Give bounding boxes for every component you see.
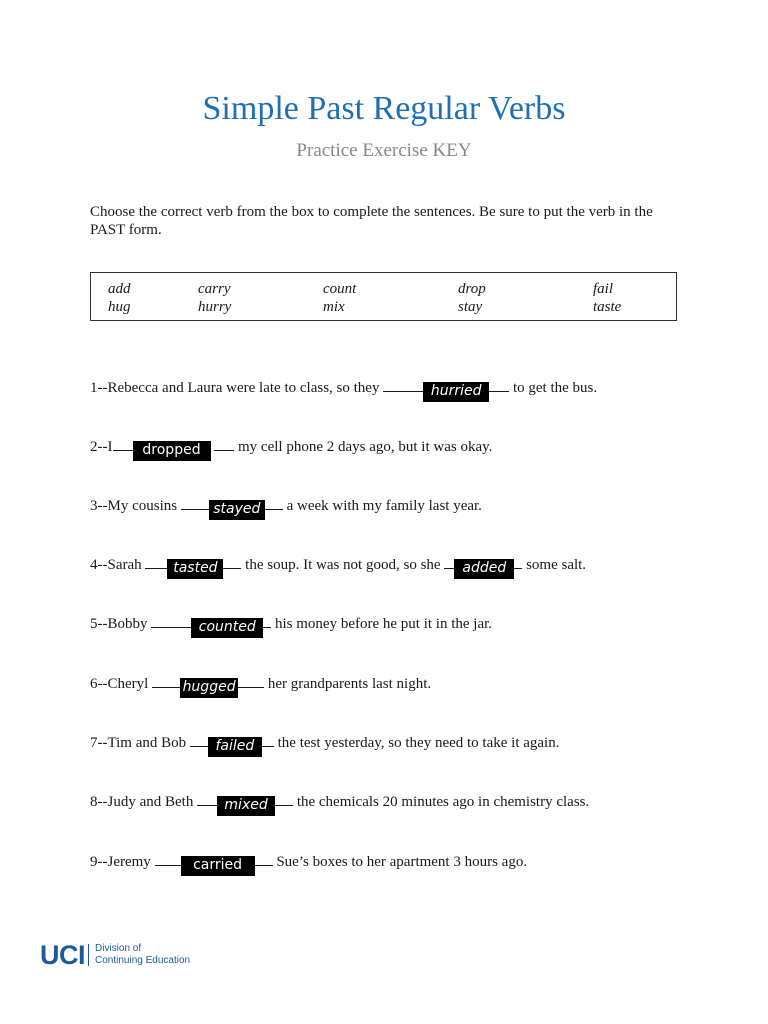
answer-hurried: hurried <box>423 382 489 402</box>
sentence-text: 4--Sarah <box>90 557 142 573</box>
sentence-2 <box>90 435 730 461</box>
word-hug: hug <box>108 299 131 315</box>
answer-stayed: stayed <box>209 500 265 520</box>
answer-tasted: tasted <box>167 559 223 579</box>
uci-logo-text: UCI <box>40 940 85 970</box>
answer-mixed: mixed <box>217 796 275 816</box>
sentence-text: 6--Cheryl <box>90 676 149 692</box>
sentence-text: Sue’s boxes to her apartment 3 hours ago. <box>276 854 528 870</box>
word-drop: drop <box>458 281 486 297</box>
word-box <box>90 272 677 321</box>
word-hurry: hurry <box>198 299 232 315</box>
sentence-text: some salt. <box>526 557 587 573</box>
answer-hugged: hugged <box>180 678 238 698</box>
sentence-text: 5--Bobby <box>90 616 148 632</box>
sentence-text: the chemicals 20 minutes ago in chemistry class. <box>296 794 590 810</box>
sentence-1 <box>90 376 730 402</box>
word-fail: fail <box>593 281 614 297</box>
sentence-5 <box>90 612 730 638</box>
sentence-text: 8--Judy and Beth <box>90 794 194 810</box>
word-taste: taste <box>593 299 622 315</box>
instructions: Choose the correct verb from the box to complete the sentences. Be sure to put the verb in the PAST form. <box>90 204 653 238</box>
sentence-text: his money before he put it in the jar. <box>275 616 493 632</box>
sentence-8 <box>90 790 730 816</box>
sentence-text: 2--I <box>90 439 113 455</box>
sentence-text: to get the bus. <box>512 380 598 396</box>
answer-failed: failed <box>208 737 262 757</box>
sentence-3 <box>90 494 730 520</box>
word-mix: mix <box>323 299 345 315</box>
division-line-1: Division of <box>95 943 142 954</box>
sentence-text: my cell phone 2 days ago, but it was okay. <box>238 439 493 455</box>
sentence-text: the test yesterday, so they need to take it again. <box>277 735 560 751</box>
sentence-4 <box>90 553 730 579</box>
word-add: add <box>108 281 131 297</box>
logo-divider <box>88 944 89 966</box>
page-subtitle: Practice Exercise KEY <box>296 140 472 161</box>
word-count: count <box>323 281 357 297</box>
sentence-text: 9--Jeremy <box>90 854 151 870</box>
answer-counted: counted <box>191 618 263 638</box>
sentence-7 <box>90 731 730 757</box>
sentence-text: a week with my family last year. <box>286 498 482 514</box>
sentence-text: the soup. It was not good, so she <box>245 557 441 573</box>
division-line-2: Continuing Education <box>95 955 191 966</box>
sentence-text: her grandparents last night. <box>267 676 432 692</box>
answer-carried: carried <box>181 856 255 876</box>
division-label <box>95 943 215 967</box>
word-carry: carry <box>198 281 231 297</box>
sentence-9 <box>90 850 730 876</box>
sentence-text: 1--Rebecca and Laura were late to class, so they <box>90 380 380 396</box>
page-title: Simple Past Regular Verbs <box>202 90 566 127</box>
word-stay: stay <box>458 299 483 315</box>
sentence-text: 7--Tim and Bob <box>90 735 187 751</box>
answer-added: added <box>454 559 514 579</box>
answer-dropped: dropped <box>133 441 211 461</box>
sentence-6 <box>90 672 730 698</box>
sentence-text: 3--My cousins <box>90 498 178 514</box>
